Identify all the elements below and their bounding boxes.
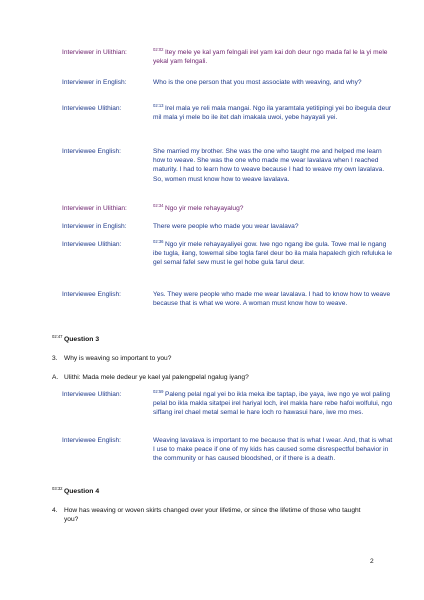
timestamp: 03:32	[52, 485, 63, 491]
answer-text: Ulithi: Mada mele dedeur ye kael yal palengpelal ngalug iyang?	[64, 374, 249, 381]
speaker-label: Interviewer in Ulithian:	[62, 205, 127, 212]
transcript-row	[62, 78, 402, 87]
question-heading: $^{02:47}$ Question 3	[52, 333, 100, 343]
transcript-row	[62, 204, 402, 213]
transcript-row	[62, 104, 402, 122]
transcript-text: Yes. They were people who made me wear lavalava. I had to know how to weave because that is what we wore. A woman must know how to weave.	[153, 291, 391, 308]
question-text: Why is weaving so important to you?	[64, 355, 172, 362]
transcript-row	[62, 147, 402, 184]
speaker-label: Interviewee Ulithian:	[62, 105, 122, 112]
transcript-text: Who is the one person that you most associate with weaving, and why?	[153, 79, 362, 86]
question-number: 3.	[52, 355, 58, 362]
transcript-text: $^{02:02}$ Itey mele ye kal yam felngali irel yam kai doh deur ngo mada fal le la yi mele yekal yam felngali.	[153, 46, 388, 66]
question-heading: $^{03:32}$ Question 4	[52, 485, 100, 495]
transcript-row	[62, 240, 402, 268]
timestamp: 02:59	[153, 388, 164, 394]
timestamp: 02:47	[52, 333, 63, 339]
timestamp: 02:34	[153, 202, 164, 208]
question-number: 4.	[52, 507, 58, 514]
timestamp: 02:02	[153, 46, 164, 52]
transcript-row	[62, 48, 402, 66]
speaker-label: Interviewee Ulithian:	[62, 391, 122, 398]
transcript-text: She married my brother. She was the one who taught me and helped me learn how to weave. She was the one who made me wear lavalava when I reached maturity. I had to learn how to weave because I had to weave my own lavalava. So, women must know how to weave lavalava.	[153, 148, 385, 183]
transcript-text: Weaving lavalava is important to me because that is what I wear. And, that is what I use to make peace if one of my kids has caused some disrespectful behavior in the community or has caused bloodshed, or if there is a death.	[153, 437, 393, 463]
answer-label: A.	[52, 374, 59, 381]
timestamp: 02:13	[153, 102, 164, 108]
speaker-label: Interviewee English:	[62, 148, 122, 155]
transcript-text: $^{02:59}$ Paleng pelal ngal yei bo ikla meka ibe taptap, ibe yaya, iwe ngo ye wol paling pelal bo ikla makla sitatpei irel hariyal loch, irel makla hare rebe hafoi wolfului, ngo siffang irel chael metal semal le hare loch ro hawasui hare, iwe mo mes.	[153, 388, 393, 417]
transcript-row	[62, 290, 402, 308]
speaker-label: Interviewer in English:	[62, 223, 127, 230]
transcript-text: $^{02:34}$ Ngo yir mele rehayayalug?	[153, 202, 244, 212]
page-number: 2	[370, 558, 374, 565]
question-text: How has weaving or woven skirts changed over your lifetime, or since the lifetime of those who taught you?	[64, 507, 361, 524]
transcript-row	[62, 436, 402, 464]
speaker-label: Interviewee English:	[62, 291, 122, 298]
speaker-label: Interviewer in Ulithian:	[62, 49, 127, 56]
transcript-text: There were people who made you wear lavalava?	[153, 223, 299, 230]
transcript-text: $^{02:36}$ Ngo yir mele rehayayaliyei gow. Iwe ngo ngang ibe gula. Towe mal le ngang ibe tugla, ilang, towemal sibe togla farel deur bo ila mala hapalech gich refuluka le gel semal fafel sew must le gel hobe gula farul deur.	[153, 238, 392, 267]
speaker-label: Interviewee English:	[62, 437, 122, 444]
transcript-row	[62, 222, 402, 231]
speaker-label: Interviewer in English:	[62, 79, 127, 86]
transcript-row	[62, 390, 402, 418]
timestamp: 02:36	[153, 238, 164, 244]
transcript-text: $^{02:13}$ Irel mala ye reli mala mangai. Ngo ila yaramtala yetitipingi yei bo ibegula deur mil mala yi mele bo ile itet dah imakala uwoi, yebe hayayali yei.	[153, 102, 392, 122]
speaker-label: Interviewee Ulithian:	[62, 241, 122, 248]
